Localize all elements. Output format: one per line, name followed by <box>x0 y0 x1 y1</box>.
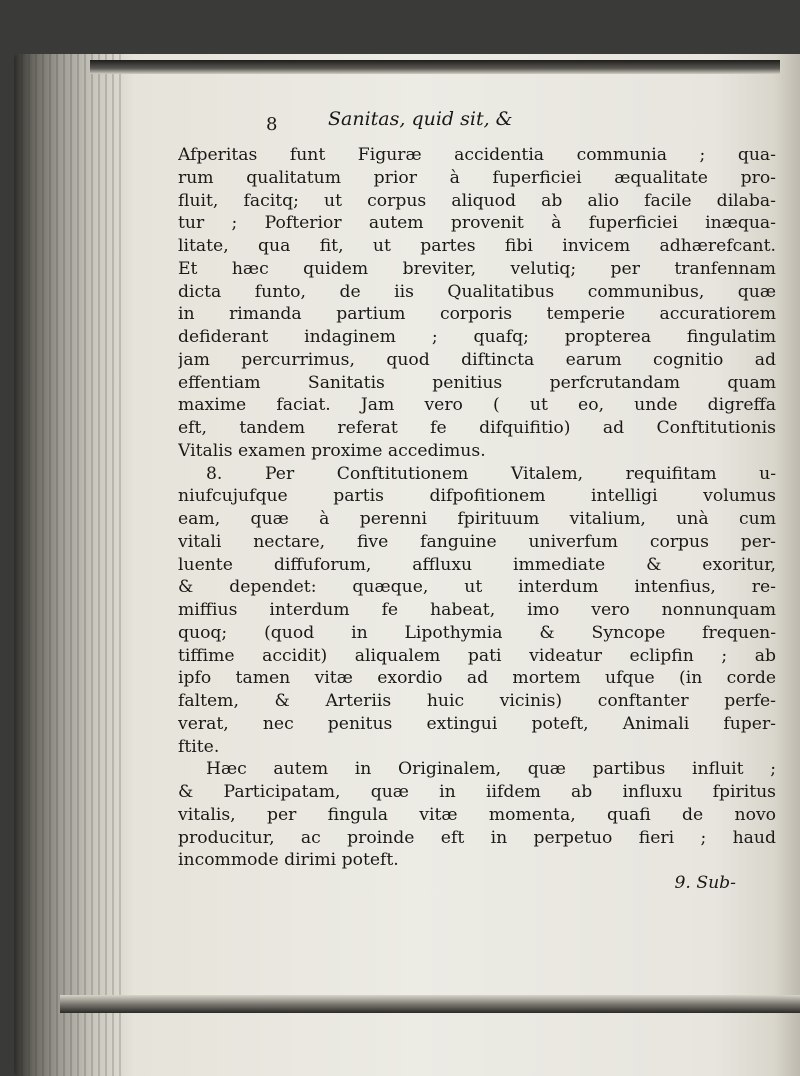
text-line: 8. Per Conftitutionem Vitalem, requifitam u- <box>206 463 776 484</box>
text-line: vitali nectare, five fanguine univerfum corpus per- <box>178 531 776 552</box>
text-line: niufcujufque partis difpofitionem intelligi volumus <box>178 486 776 507</box>
text-line: vitalis, per fingula vitæ momenta, quafi de novo <box>178 804 776 825</box>
text-line: Et hæc quidem breviter, velutiq; per tranfennam <box>178 258 776 279</box>
text-line: defiderant indaginem ; quafq; propterea fingulatim <box>178 327 776 347</box>
text-line: ftite. <box>178 736 220 757</box>
text-line: tiffime accidit) aliqualem pati videatur eclipfin ; ab <box>178 645 776 666</box>
text-line: verat, nec penitus extingui poteft, Animali fuper- <box>178 713 776 734</box>
text-line: Hæc autem in Originalem, quæ partibus influit ; <box>206 759 776 780</box>
text-line: Vitalis examen proxime accedimus. <box>178 440 486 461</box>
text-line: tur ; Pofterior autem provenit à fuperficiei inæqua- <box>178 213 776 234</box>
page-number: 8 <box>266 114 278 135</box>
text-line: Afperitas funt Figuræ accidentia communia ; qua- <box>178 145 776 165</box>
running-header <box>178 108 776 144</box>
text-line: litate, qua fit, ut partes fibi invicem adhærefcant. <box>178 236 776 256</box>
text-line: quoq; (quod in Lipothymia & Syncope frequen- <box>178 622 776 643</box>
page-edge-top <box>90 60 780 74</box>
text-line: maxime faciat. Jam vero ( ut eo, unde digreffa <box>178 395 776 416</box>
text-line: producitur, ac proinde eft in perpetuo fieri ; haud <box>178 827 776 848</box>
text-line: eam, quæ à perenni fpirituum vitalium, unà cum <box>178 509 776 529</box>
paragraph-3 <box>178 758 776 872</box>
paragraph-1 <box>178 144 776 463</box>
text-line: in rimanda partium corporis temperie accuratiorem <box>178 304 776 325</box>
text-line: dicta funto, de iis Qualitatibus communibus, quæ <box>178 281 776 302</box>
text-line: & Participatam, quæ in iifdem ab influxu fpiritus <box>178 782 776 802</box>
book-gutter <box>14 54 124 1076</box>
page-edge-bottom <box>60 995 800 1013</box>
catchword: 9. Sub- <box>674 873 736 893</box>
text-line: miffius interdum fe habeat, imo vero nonnunquam <box>178 600 776 620</box>
text-line: luente diffuforum, affluxu immediate & exoritur, <box>178 554 776 575</box>
text-line: rum qualitatum prior à fuperficiei æqualitate pro- <box>178 167 776 188</box>
text-line: effentiam Sanitatis penitius perfcrutandam quam <box>178 372 776 393</box>
text-line: eft, tandem referat fe difquifitio) ad Conftitutionis <box>178 418 776 438</box>
text-line: ipfo tamen vitæ exordio ad mortem ufque (in corde <box>178 668 776 689</box>
running-title: Sanitas, quid sit, & <box>328 108 513 130</box>
text-line: & dependet: quæque, ut interdum intenfius, re- <box>178 577 776 598</box>
text-line: jam percurrimus, quod diftincta earum cognitio ad <box>178 349 776 370</box>
page-text <box>178 108 776 895</box>
text-line: faltem, & Arteriis huic vicinis) conftanter perfe- <box>178 691 776 711</box>
text-line: incommode dirimi poteft. <box>178 850 399 871</box>
paragraph-2 <box>178 463 776 759</box>
text-line: fluit, facitq; ut corpus aliquod ab alio facile dilaba- <box>178 190 776 211</box>
